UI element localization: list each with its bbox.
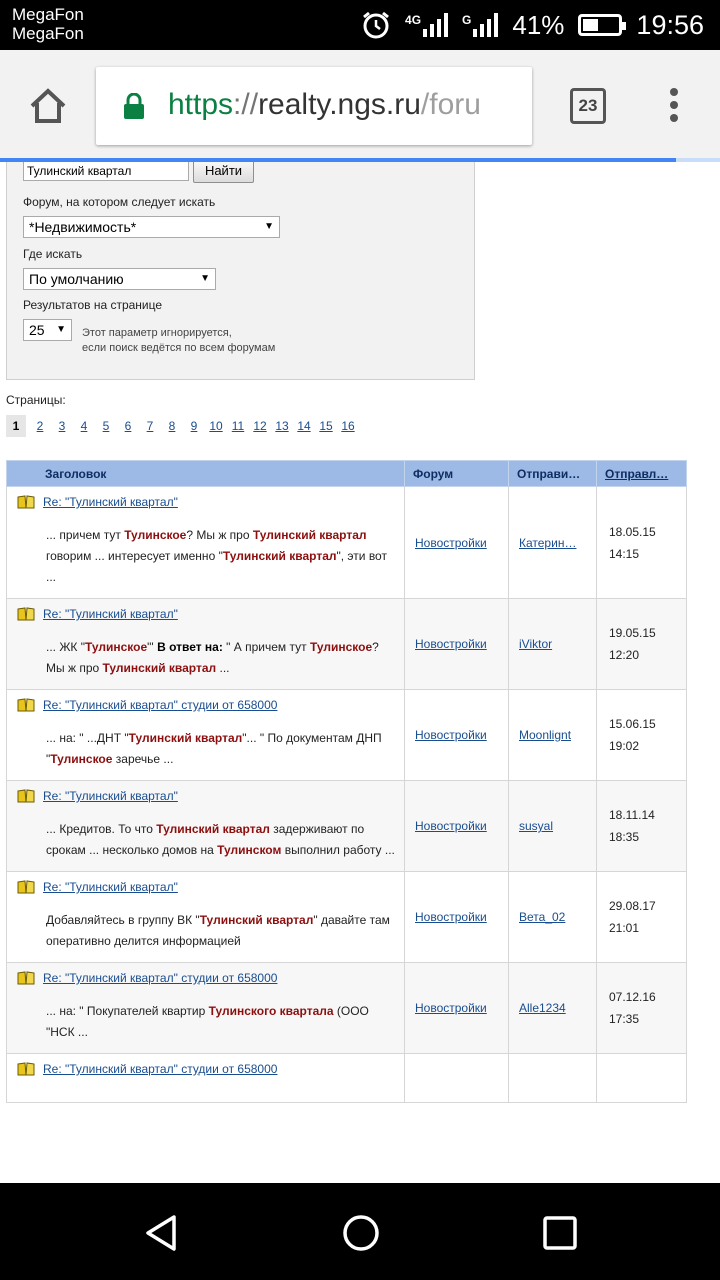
post-date: 19.05.15 [609, 626, 656, 640]
snippet-text: ... на: " Покупателей квартир [46, 1004, 209, 1018]
per-page-value: 25 [29, 322, 45, 338]
post-date: 15.06.15 [609, 717, 656, 731]
author-link[interactable]: Вета_02 [519, 910, 566, 924]
table-row [7, 487, 687, 599]
page-content [0, 162, 720, 1183]
overflow-menu-icon[interactable] [668, 88, 680, 128]
forum-link[interactable]: Новостройки [415, 910, 487, 924]
topic-link[interactable]: Re: "Тулинский квартал" [43, 495, 178, 509]
cell-date [597, 963, 687, 1054]
clock: 19:56 [636, 9, 704, 40]
page-link[interactable]: 10 [209, 419, 223, 433]
post-time: 17:35 [609, 1012, 640, 1026]
table-row [7, 781, 687, 872]
snippet-text: ... причем тут [46, 528, 125, 542]
table-header [7, 461, 687, 487]
back-icon[interactable] [142, 1213, 182, 1253]
page-link[interactable]: 8 [168, 419, 176, 433]
book-icon [17, 789, 35, 803]
search-highlight: Тулинское [309, 640, 373, 654]
snippet-text: Добавляйтесь в группу ВК " [46, 913, 200, 927]
cell-title [7, 872, 405, 963]
post-date: 07.12.16 [609, 990, 656, 1004]
cell-date [597, 781, 687, 872]
browser-toolbar [0, 50, 720, 162]
snippet [17, 819, 396, 861]
signal-icon-2 [462, 13, 498, 37]
author-link[interactable]: Moonlignt [519, 728, 572, 742]
page-link[interactable]: 14 [297, 419, 311, 433]
cell-title [7, 487, 405, 599]
cell-author [509, 1054, 597, 1103]
where-label: Где искать [23, 247, 83, 261]
battery-icon [578, 14, 622, 36]
table-row [7, 690, 687, 781]
network-type-1: 4G [405, 13, 422, 27]
snippet-text: ... на: " ...ДНТ " [46, 731, 129, 745]
post-time: 14:15 [609, 546, 640, 561]
page-link[interactable]: 4 [80, 419, 88, 433]
search-input[interactable]: Тулинский квартал [23, 162, 189, 181]
dropdown-arrow-icon: ▼ [56, 324, 66, 335]
pagination [6, 414, 358, 438]
header-author[interactable]: Отправи… [509, 461, 597, 487]
snippet-text: заречье ... [112, 752, 174, 766]
topic-link[interactable]: Re: "Тулинский квартал" [43, 607, 178, 621]
url-scheme: https [168, 88, 234, 121]
cell-date [597, 487, 687, 599]
page-link[interactable]: 12 [253, 419, 267, 433]
cell-author [509, 781, 597, 872]
url-path: /foru [420, 88, 481, 121]
snippet-text: выполнил работу ... [281, 843, 395, 857]
book-icon [17, 971, 35, 985]
page-link[interactable]: 13 [275, 419, 289, 433]
search-highlight: Тулинского квартала [208, 1004, 334, 1018]
cell-forum [405, 487, 509, 599]
cell-title [7, 781, 405, 872]
cell-date [597, 872, 687, 963]
tab-switcher-button[interactable]: 23 [570, 88, 606, 124]
snippet [17, 728, 396, 770]
cell-author [509, 690, 597, 781]
recents-icon[interactable] [540, 1213, 580, 1253]
cell-date [597, 1054, 687, 1103]
find-button[interactable]: Найти [193, 162, 254, 183]
carrier-line-2: MegaFon [12, 24, 84, 43]
snippet-text: ... ЖК " [46, 640, 85, 654]
topic-link[interactable]: Re: "Тулинский квартал" [43, 789, 178, 803]
signal-icon [405, 13, 448, 37]
book-icon [17, 1062, 35, 1076]
cell-author [509, 599, 597, 690]
post-date: 18.05.15 [609, 524, 656, 539]
search-highlight: Тулинский квартал [199, 913, 314, 927]
where-select-value: По умолчанию [29, 271, 124, 287]
snippet [17, 910, 396, 952]
snippet-text: "... " По документам ДНП " [46, 731, 382, 766]
author-link[interactable]: iViktor [519, 637, 553, 651]
search-highlight: Тулинский квартал [156, 822, 270, 836]
post-date: 18.11.14 [609, 808, 655, 822]
forum-link[interactable]: Новостройки [415, 1001, 487, 1015]
cell-forum [405, 781, 509, 872]
page-link[interactable]: 3 [58, 419, 66, 433]
snippet-text: говорим ... интересует именно " [46, 549, 223, 563]
dropdown-arrow-icon: ▼ [200, 273, 210, 284]
header-date[interactable]: Отправл… [597, 461, 687, 487]
carrier-line-1: MegaFon [12, 5, 84, 24]
url-text [168, 87, 481, 123]
search-highlight: Тулинское [85, 640, 148, 654]
page-link[interactable]: 7 [146, 419, 154, 433]
dropdown-arrow-icon: ▼ [264, 221, 274, 232]
forum-select[interactable] [23, 216, 280, 238]
table-row [7, 599, 687, 690]
snippet-text: ... [216, 661, 230, 675]
topic-link[interactable]: Re: "Тулинский квартал" студии от 658000 [43, 1062, 278, 1076]
cell-title [7, 599, 405, 690]
search-highlight: Тулинский квартал [252, 528, 367, 542]
where-select[interactable] [23, 268, 216, 290]
table-row [7, 1054, 687, 1103]
header-title[interactable]: Заголовок [7, 461, 405, 487]
cell-forum [405, 1054, 509, 1103]
search-highlight: Тулинское [124, 528, 187, 542]
status-bar [0, 0, 720, 50]
cell-author [509, 487, 597, 599]
hint-line-2: если поиск ведётся по всем форумам [82, 342, 276, 354]
post-time: 18:35 [609, 830, 640, 844]
snippet [17, 1001, 396, 1043]
snippet-text: ? Мы ж про [186, 528, 253, 542]
author-link[interactable]: susyal [519, 819, 554, 833]
navigation-bar [0, 1183, 720, 1280]
snippet [17, 637, 396, 679]
author-link[interactable]: Alle1234 [519, 1001, 566, 1015]
lock-icon [122, 93, 146, 119]
forum-label: Форум, на котором следует искать [23, 195, 216, 209]
book-icon [17, 495, 35, 509]
search-highlight: Тулинский квартал [128, 731, 243, 745]
snippet-text: ? Мы ж про [46, 640, 379, 675]
cell-forum [405, 599, 509, 690]
per-page-select[interactable] [23, 319, 72, 341]
pages-label: Страницы: [6, 393, 66, 407]
snippet-text: " давайте там оперативно делится информацией [46, 913, 390, 948]
header-forum[interactable]: Форум [405, 461, 509, 487]
book-icon [17, 698, 35, 712]
cell-date [597, 690, 687, 781]
search-form [6, 162, 475, 380]
page-current: 1 [6, 415, 26, 437]
book-icon [17, 880, 35, 894]
forum-link[interactable]: Новостройки [415, 728, 487, 742]
search-highlight: Тулинский квартал [222, 549, 337, 563]
search-highlight: Тулинском [217, 843, 282, 857]
cell-title [7, 963, 405, 1054]
home-icon[interactable] [28, 86, 68, 126]
hint-line-1: Этот параметр игнорируется, [82, 327, 232, 339]
post-time: 12:20 [609, 648, 640, 662]
table-row [7, 963, 687, 1054]
snippet-text: ", эти вот ... [46, 549, 387, 584]
post-time: 19:02 [609, 739, 640, 753]
page-link[interactable]: 6 [124, 419, 132, 433]
alarm-icon [361, 10, 391, 40]
forum-select-value: *Недвижимость* [29, 219, 137, 235]
cell-forum [405, 872, 509, 963]
cell-author [509, 963, 597, 1054]
home-circle-icon[interactable] [341, 1213, 381, 1253]
url-host: realty.ngs.ru [258, 88, 421, 121]
topic-link[interactable]: Re: "Тулинский квартал" студии от 658000 [43, 971, 278, 985]
per-page-hint [82, 326, 322, 356]
cell-author [509, 872, 597, 963]
topic-link[interactable]: Re: "Тулинский квартал" [43, 880, 178, 894]
forum-link[interactable]: Новостройки [415, 819, 487, 833]
snippet-text: "' [147, 640, 158, 654]
forum-link[interactable]: Новостройки [415, 637, 487, 651]
post-time: 21:01 [609, 921, 640, 935]
cell-title [7, 1054, 405, 1103]
snippet-text: (ООО "НСК ... [46, 1004, 369, 1039]
page-link[interactable]: 15 [319, 419, 333, 433]
cell-forum [405, 963, 509, 1054]
topic-link[interactable]: Re: "Тулинский квартал" студии от 658000 [43, 698, 278, 712]
search-highlight: Тулинское [50, 752, 113, 766]
page-link[interactable]: 2 [36, 419, 44, 433]
page-link[interactable]: 9 [190, 419, 198, 433]
book-icon [17, 607, 35, 621]
post-date: 29.08.17 [609, 899, 656, 913]
battery-percent: 41% [512, 9, 565, 40]
address-bar[interactable] [96, 67, 532, 145]
per-page-label: Результатов на странице [23, 298, 163, 312]
author-link[interactable]: Катерин… [519, 535, 577, 550]
table-row [7, 872, 687, 963]
page-link[interactable]: 16 [341, 419, 355, 433]
snippet-text: задерживают по срокам ... несколько домов на [46, 822, 365, 857]
url-separator: :// [233, 88, 259, 121]
results-table [6, 460, 687, 1103]
page-link[interactable]: 5 [102, 419, 110, 433]
snippet-text: " А причем тут [222, 640, 310, 654]
cell-title [7, 690, 405, 781]
page-link[interactable]: 11 [231, 419, 245, 433]
snippet-text: ... Кредитов. То что [46, 822, 157, 836]
search-highlight: Тулинский квартал [102, 661, 217, 675]
cell-forum [405, 690, 509, 781]
reply-label: В ответ на: [157, 640, 223, 654]
forum-link[interactable]: Новостройки [415, 535, 487, 550]
snippet [17, 525, 396, 588]
status-icons [361, 0, 704, 50]
carrier-info [12, 5, 84, 43]
network-type-2: G [462, 13, 472, 27]
cell-date [597, 599, 687, 690]
